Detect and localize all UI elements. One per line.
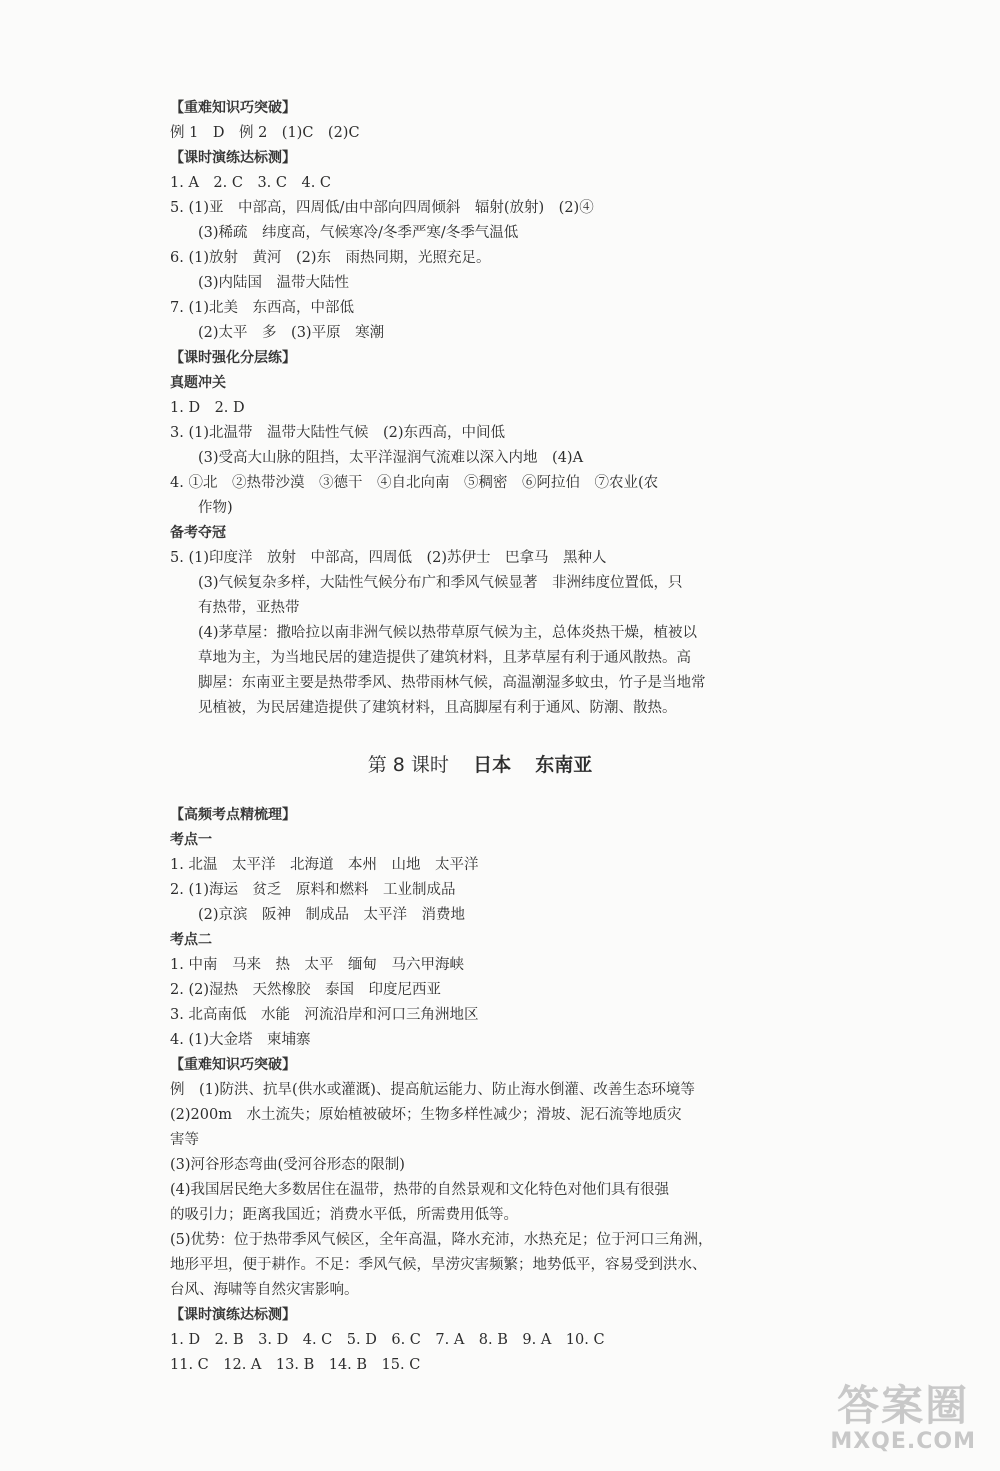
answer-line: (3)河谷形态弯曲(受河谷形态的限制) (170, 1157, 405, 1173)
section-header-key-knowledge: 【重难知识巧突破】 (170, 1057, 296, 1073)
watermark-logo-text: 答案圈 (837, 1381, 970, 1430)
answer-line: 地形平坦，便于耕作。不足：季风气候，旱涝灾害频繁；地势低平，容易受到洪水、 (170, 1257, 707, 1273)
subsection-label-exam-prep: 备考夺冠 (170, 525, 226, 541)
answer-line: (2)京滨 阪神 制成品 太平洋 消费地 (198, 907, 466, 923)
answer-line: 3. (1)北温带 温带大陆性气候 (2)东西高，中间低 (170, 425, 506, 441)
answer-line: (4)茅草屋：撒哈拉以南非洲气候以热带草原气候为主，总体炎热干燥，植被以 (198, 625, 698, 641)
answer-line: 草地为主，为当地民居的建造提供了建筑材料，且茅草屋有利于通风散热。高 (198, 650, 691, 666)
lesson-title (170, 735, 790, 795)
watermark-url: MXQE.COM (830, 1429, 976, 1454)
subsection-label-point-one: 考点一 (170, 832, 212, 848)
section-header-lesson-drill: 【课时演练达标测】 (170, 150, 296, 166)
answer-line: 见植被，为民居建造提供了建筑材料，且高脚屋有利于通风、防潮、散热。 (198, 700, 677, 716)
answer-line: (4)我国居民绝大多数居住在温带，热带的自然景观和文化特色对他们具有很强 (170, 1182, 670, 1198)
answer-line: 1. D 2. D (170, 400, 245, 416)
subsection-label-past-exams: 真题冲关 (170, 375, 226, 391)
watermark-logo (830, 1381, 976, 1454)
answer-line: 4. (1)大金塔 柬埔寨 (170, 1032, 311, 1048)
answer-line: 2. (1)海运 贫乏 原料和燃料 工业制成品 (170, 882, 456, 898)
answer-line: 脚屋：东南亚主要是热带季风、热带雨林气候，高温潮湿多蚊虫，竹子是当地常 (198, 675, 706, 691)
section-header-key-points: 【高频考点精梳理】 (170, 807, 296, 823)
answer-line: 7. (1)北美 东西高，中部低 (170, 300, 354, 316)
answer-line: 5. (1)亚 中部高，四周低/由中部向四周倾斜 辐射(放射) (2)④ (170, 200, 594, 216)
answer-line: 例 1 D 例 2 (1)C (2)C (170, 125, 360, 141)
lesson-topic-southeast-asia: 东南亚 (535, 754, 593, 776)
answer-line: 害等 (170, 1132, 199, 1148)
answer-line: 6. (1)放射 黄河 (2)东 雨热同期，光照充足。 (170, 250, 491, 266)
section-header-lesson-drill: 【课时演练达标测】 (170, 1307, 296, 1323)
section-header-layered-practice: 【课时强化分层练】 (170, 350, 296, 366)
answer-line: 作物) (198, 500, 233, 516)
answer-line: (3)内陆国 温带大陆性 (198, 275, 350, 291)
answer-line: 1. 北温 太平洋 北海道 本州 山地 太平洋 (170, 857, 479, 873)
answer-line: 2. (2)湿热 天然橡胶 泰国 印度尼西亚 (170, 982, 441, 998)
answer-line: (3)稀疏 纬度高，气候寒冷/冬季严寒/冬季气温低 (198, 225, 519, 241)
lesson-topic-japan: 日本 (473, 754, 512, 776)
answer-page (170, 96, 790, 1378)
answer-line: 3. 北高南低 水能 河流沿岸和河口三角洲地区 (170, 1007, 479, 1023)
answer-line: (2)太平 多 (3)平原 寒潮 (198, 325, 385, 341)
answer-line: (5)优势：位于热带季风气候区，全年高温，降水充沛，水热充足；位于河口三角洲， (170, 1232, 713, 1248)
answer-line: 5. (1)印度洋 放射 中部高，四周低 (2)苏伊士 巴拿马 黑种人 (170, 550, 607, 566)
answer-line: 1. 中南 马来 热 太平 缅甸 马六甲海峡 (170, 957, 464, 973)
answer-line: 1. D 2. B 3. D 4. C 5. D 6. C 7. A 8. B 9. A 10. C (170, 1332, 605, 1348)
answer-line: 的吸引力；距离我国近；消费水平低，所需费用低等。 (170, 1207, 518, 1223)
lesson-number: 第 8 课时 (367, 754, 449, 776)
answer-line: 1. A 2. C 3. C 4. C (170, 175, 332, 191)
answer-line: (3)气候复杂多样，大陆性气候分布广和季风气候显著 非洲纬度位置低，只 (198, 575, 683, 591)
section-header-key-knowledge: 【重难知识巧突破】 (170, 100, 296, 116)
answer-line: 有热带，亚热带 (198, 600, 300, 616)
answer-line: 例 (1)防洪、抗旱(供水或灌溉)、提高航运能力、防止海水倒灌、改善生态环境等 (170, 1082, 695, 1098)
answer-line: 台风、海啸等自然灾害影响。 (170, 1282, 359, 1298)
subsection-label-point-two: 考点二 (170, 932, 212, 948)
answer-line: (2)200m 水土流失；原始植被破坏；生物多样性减少；滑坡、泥石流等地质灾 (170, 1107, 682, 1123)
answer-line: 4. ①北 ②热带沙漠 ③德干 ④自北向南 ⑤稠密 ⑥阿拉伯 ⑦农业(农 (170, 475, 659, 491)
answer-line: 11. C 12. A 13. B 14. B 15. C (170, 1357, 421, 1373)
answer-line: (3)受高大山脉的阻挡，太平洋湿润气流难以深入内地 (4)A (198, 450, 584, 466)
